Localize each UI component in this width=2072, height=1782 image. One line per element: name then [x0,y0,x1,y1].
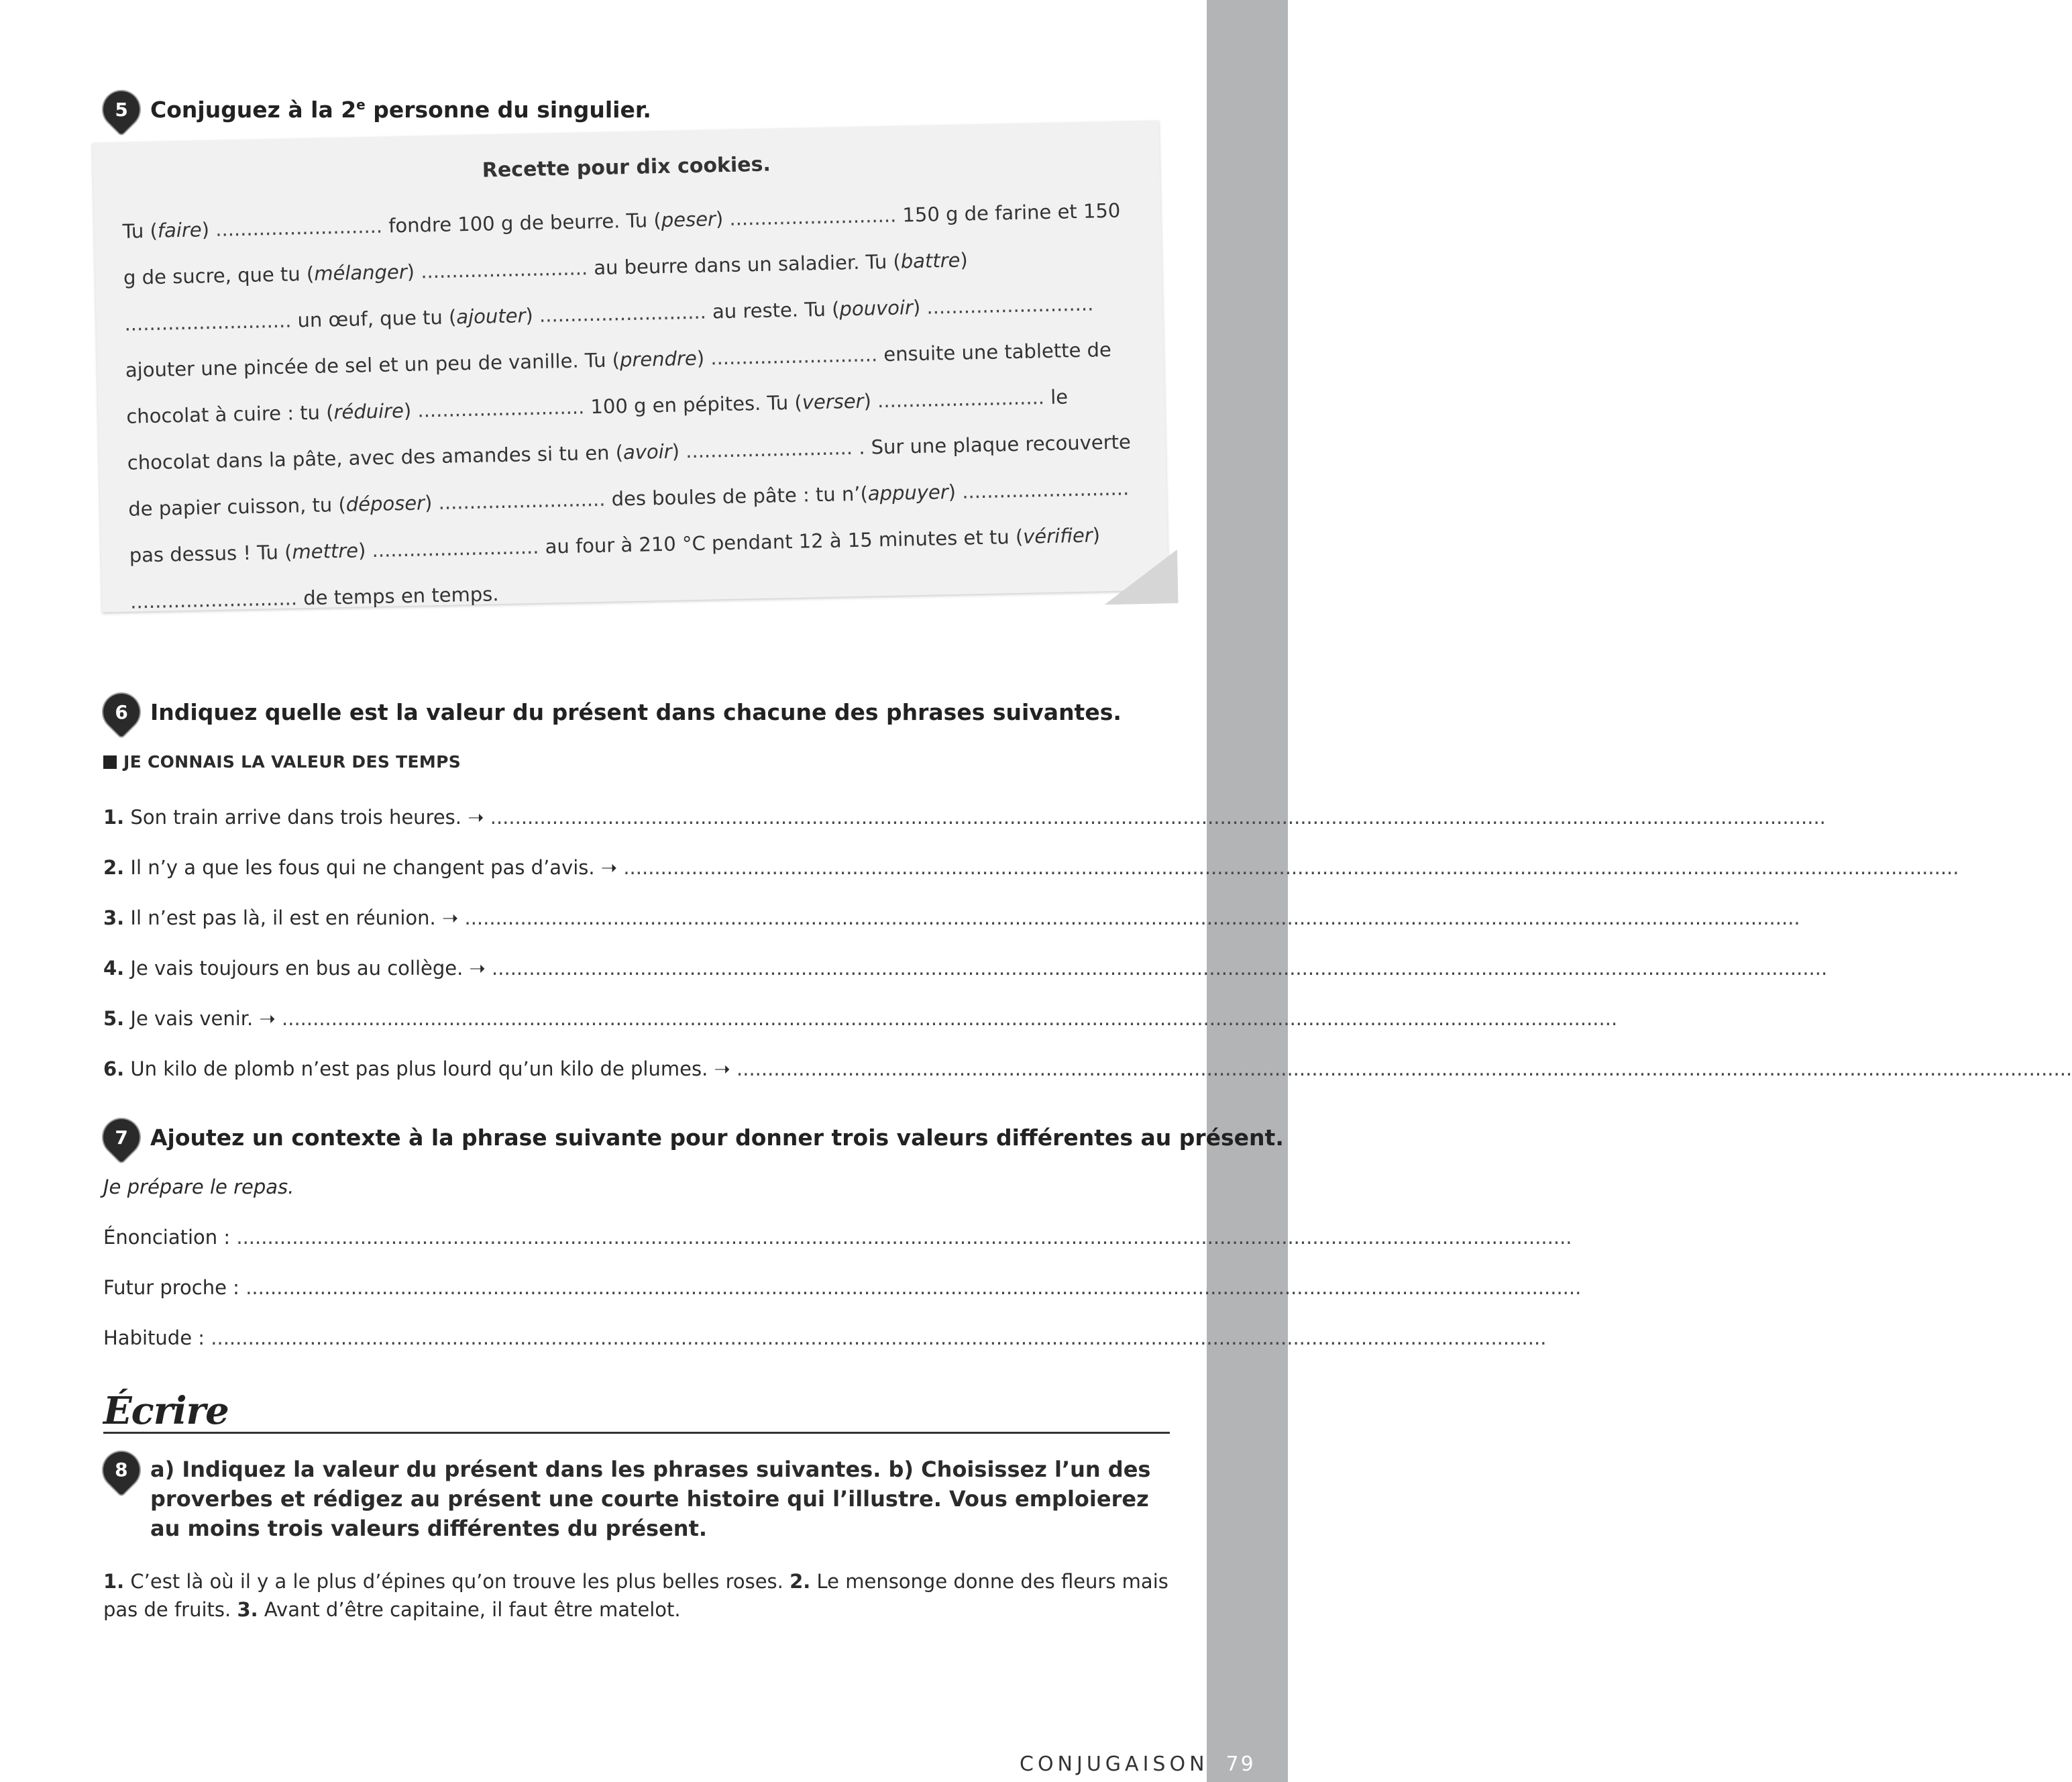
answer-line[interactable]: Énonciation : ........................................................................................................................................................................................................................ [103,1226,1572,1249]
recipe-text [122,187,1141,625]
exercise-7-heading [103,1119,1284,1155]
blank-answer[interactable]: ........................... [420,256,588,283]
recipe-text-segment: ) [424,491,439,515]
recipe-text-segment: 150 g de farine et 150 g de sucre, que tu ( [123,199,1121,289]
recipe-text-segment: au beurre dans un saladier. Tu ( [587,250,902,280]
blank-answer[interactable]: ........................... [729,203,897,230]
section-label: CONJUGAISON [1020,1752,1209,1776]
blank-answer[interactable]: ........................... [685,436,853,463]
verb-infinitive: pouvoir [839,296,914,321]
recipe-text-segment: ) [863,389,878,413]
recipe-text-segment: ) [671,439,686,463]
recipe-text-segment: ) [715,207,730,231]
blank-answer[interactable]: ........................... [438,487,606,515]
recipe-text-segment: pas dessus ! Tu ( [129,540,292,567]
verb-infinitive: mettre [292,539,359,564]
blank-answer[interactable]: ........................... [124,309,292,335]
recipe-text-segment: au reste. Tu ( [706,297,840,323]
recipe-text-segment: ) [358,539,372,562]
blank-answer[interactable]: ........................... [539,300,707,327]
recipe-text-segment: ) [948,480,963,504]
exercise-6-heading [103,694,1122,730]
exercise-7-title: Ajoutez un contexte à la phrase suivante pour donner trois valeurs différentes au présent. [150,1124,1284,1151]
recipe-title: Recette pour dix cookies. [482,152,771,182]
answer-line[interactable]: 4. Je vais toujours en bus au collège. ➝ ........................................................................................................................................................................................................................ [103,957,1828,980]
proverbs-list: 1. C’est là où il y a le plus d’épines qu’on trouve les plus belles roses. 2. Le mensonge donne des fleurs mais pas de fruits. 3. Avant d’être capitaine, il faut être matelot. [103,1570,1168,1621]
blank-answer[interactable]: ........................... [129,586,298,613]
verb-infinitive: prendre [619,346,698,372]
ecrire-title: Écrire [103,1389,229,1433]
blank-answer[interactable]: ........................... [710,343,878,370]
ecrire-section-header [103,1389,1170,1434]
recipe-text-segment: ) [406,260,421,283]
blank-answer[interactable]: ........................... [961,476,1130,503]
answer-line[interactable]: 1. Son train arrive dans trois heures. ➝ ........................................................................................................................................................................................................................ [103,806,1826,829]
skill-tag: JE CONNAIS LA VALEUR DES TEMPS [103,752,461,772]
recipe-text-segment: . Sur une plaque recouverte de papier cuisson, tu ( [127,430,1132,521]
recipe-text-segment: ) [201,217,216,242]
recipe-text-segment: ) [960,248,969,272]
recipe-text-segment: des boules de pâte : tu n’( [605,482,869,511]
recipe-text-segment: un œuf, que tu ( [291,305,457,332]
exercise-6-title: Indiquez quelle est la valeur du présent dans chacune des phrases suivantes. [150,698,1122,725]
blank-answer[interactable]: ........................... [215,214,383,241]
recipe-text-segment: ) [403,399,418,423]
verb-infinitive: verser [802,389,864,414]
recipe-text-segment: 100 g en pépites. Tu ( [584,390,803,419]
exercise-number-badge: 6 [96,686,147,737]
example-sentence: Je prépare le repas. [103,1175,294,1198]
verb-infinitive: ajouter [455,304,526,329]
blank-answer[interactable]: ........................... [877,386,1045,413]
blank-answer[interactable]: ........................... [417,395,585,422]
page-number: 79 [1225,1752,1256,1776]
exercise-8-heading [103,1455,1170,1543]
answer-line[interactable]: 2. Il n’y a que les fous qui ne changent pas d’avis. ➝ ........................................................................................................................................................................................................................ [103,856,1959,879]
exercise-8-instruction: a) Indiquez la valeur du présent dans les phrases suivantes. b) Choisissez l’un des proverbes et rédigez au présent une courte histoire qui l’illustre. Vous emploierez au moins trois valeurs différentes du présent. [150,1457,1151,1541]
recipe-text-segment: Tu ( [122,219,158,243]
answer-line[interactable]: 3. Il n’est pas là, il est en réunion. ➝ ........................................................................................................................................................................................................................ [103,906,1800,929]
verb-infinitive: battre [900,248,961,273]
answer-line[interactable]: Habitude : ........................................................................................................................................................................................................................ [103,1326,1547,1349]
page-footer [1020,1752,1288,1776]
verb-infinitive: déposer [345,491,425,516]
recipe-note [93,120,1168,612]
answer-line[interactable]: Futur proche : ........................................................................................................................................................................................................................ [103,1276,1582,1299]
recipe-text-segment: au four à 210 °C pendant 12 à 15 minutes et tu ( [539,525,1024,558]
recipe-text-segment: fondre 100 g de beurre. Tu ( [382,208,662,238]
verb-infinitive: avoir [622,439,672,464]
blank-answer[interactable]: ........................... [372,535,539,562]
square-bullet-icon [103,755,117,769]
recipe-text-segment: ) [912,295,927,319]
verb-infinitive: appuyer [867,480,949,505]
verb-infinitive: faire [157,218,202,242]
exercise-number-badge: 7 [96,1112,147,1163]
recipe-text-segment: ensuite une tablette de chocolat à cuire : tu ( [126,337,1112,428]
recipe-text-segment: ajouter une pincée de sel et un peu de vanille. Tu ( [125,348,620,382]
recipe-text-segment: le chocolat dans la pâte, avec des amandes si tu en ( [127,385,1069,474]
recipe-text-segment: ) [696,346,711,370]
side-band [1207,0,1288,1782]
verb-infinitive: réduire [333,399,404,424]
exercise-number-badge: 8 [96,1445,147,1496]
verb-infinitive: mélanger [313,260,408,285]
exercise-number-badge: 5 [96,84,147,135]
exercise-5-title: Conjuguez à la 2e personne du singulier. [150,96,651,123]
recipe-text-segment: de temps en temps. [296,582,499,610]
recipe-text-segment: ) [1092,523,1101,547]
answer-line[interactable]: 6. Un kilo de plomb n’est pas plus lourd qu’un kilo de plumes. ➝ ........................................................................................................................................................................................................................ [103,1057,2072,1080]
answer-line[interactable]: 5. Je vais venir. ➝ ........................................................................................................................................................................................................................ [103,1007,1618,1030]
verb-infinitive: peser [661,207,716,231]
blank-answer[interactable]: ........................... [926,292,1094,319]
exercise-5-heading [103,91,651,127]
verb-infinitive: vérifier [1022,523,1093,548]
recipe-text-segment: ) [525,303,540,327]
